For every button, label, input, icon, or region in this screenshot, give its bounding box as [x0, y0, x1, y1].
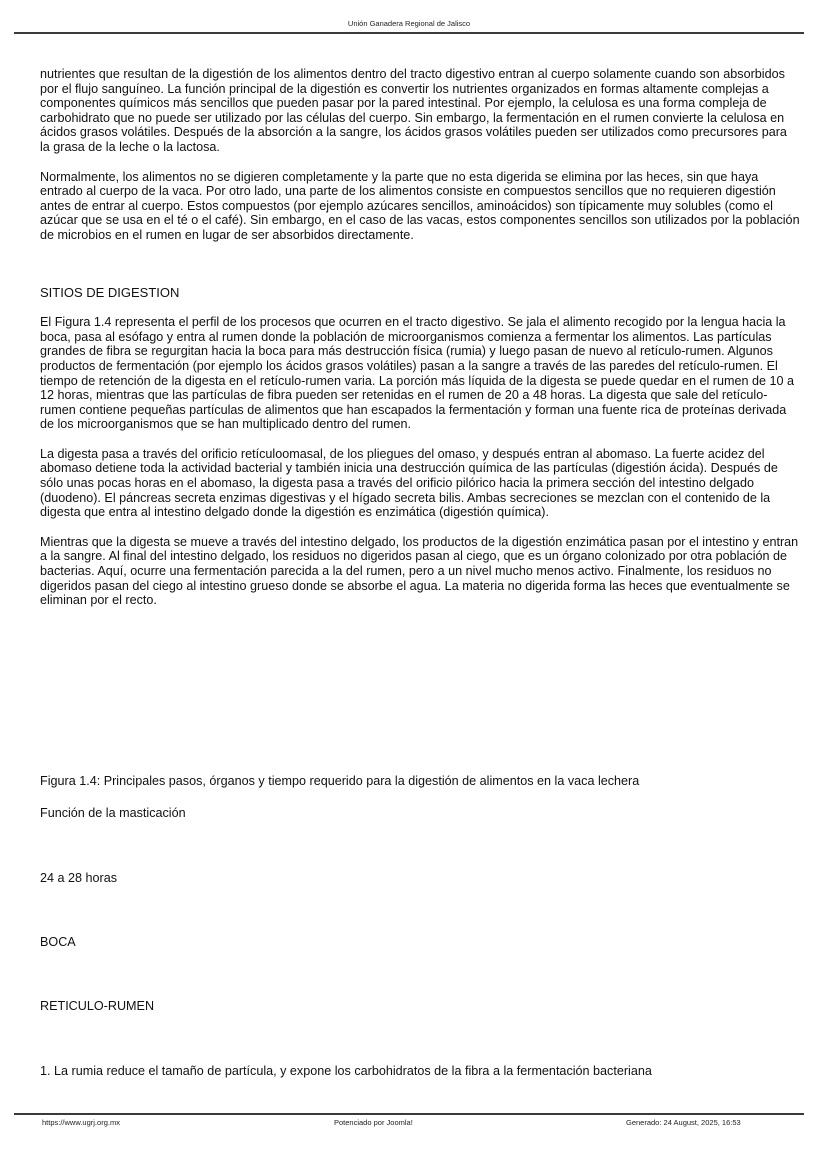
paragraph: La digesta pasa a través del orificio retículoomasal, de los pliegues del omaso, y después entran al abomaso. La fuerte acidez del abomaso detiene toda la actividad bacterial y también inicia una destrucción química de las partículas (digestión ácida). Después de sólo unas pocas horas en el abomaso, la digesta pasa a través del orificio pilórico hacia la primera sección del intestino delgado (duodeno). El páncreas secreta enzimas digestivas y el hígado secreta bilis. Ambas secreciones se mezclan con el contenido de la digesta que entra al intestino delgado donde la digestión es enzimática (digestión química).: [40, 446, 778, 520]
header-divider: [14, 32, 804, 34]
page-header: [14, 0, 804, 34]
figure-caption: Figura 1.4: Principales pasos, órganos y tiempo requerido para la digestión de alimentos en la vaca lechera: [40, 774, 640, 788]
paragraph: Mientras que la digesta se mueve a través del intestino delgado, los productos de la digestión enzimática pasan por el intestino y entran a la sangre. Al final del intestino delgado, los residuos no digeridos pasan al ciego, que es un órgano colonizado por otra población de bacterias. Aquí, ocurre una fermentación parecida a la del rumen, pero a un nivel mucho menos activo. Finalmente, los residuos no digeridos pasan del ciego al intestino grueso donde se absorbe el agua. La materia no digerida forma las heces que eventualmente se eliminan por el recto.: [40, 534, 799, 608]
figure-label: Función de la masticación: [40, 806, 186, 820]
figure-label: 24 a 28 horas: [40, 871, 118, 885]
paragraph: El Figura 1.4 representa el perfil de los procesos que ocurren en el tracto digestivo. Se jala el alimento recogido por la lengua hacia la boca, pasa al esófago y entra al rumen donde la población de microorganismos comienza a fermentar los alimentos. Las partículas grandes de fibra se regurgitan hacia la boca para más destrucción física (rumia) y luego pasan de nuevo al retículo-rumen. Algunos productos de fermentación (por ejemplo los ácidos grasos volátiles) pasan a la sangre a través de las paredes del retículo-rumen. El tiempo de retención de la digesta en el retículo-rumen varia. La porción más líquida de la digesta se puede quedar en el rumen de 10 a 12 horas, mientras que las partículas de fibra pueden ser retenidas en el rumen de 20 a 48 horas. La digesta que sale del retículo-rumen contiene pequeñas partículas de alimentos que han escapados la fermentación y forman una fuente rica de proteínas derivada de los microorganismos que se han multiplicado dentro del rumen.: [40, 315, 795, 432]
figure-label: BOCA: [40, 935, 76, 949]
footer-generated-timestamp: Generado: 24 August, 2025, 16:53: [626, 1118, 741, 1127]
paragraph: nutrientes que resultan de la digestión de los alimentos dentro del tracto digestivo entran al cuerpo solamente cuando son absorbidos por el flujo sanguíneo. La función principal de la digestión es convertir los nutrientes organizados en formas altamente complejas a componentes químicos más sencillos que pueden pasar por la pared intestinal. Por ejemplo, la celulosa es una forma compleja de carbohidrato que no puede ser utilizado por las células del cuerpo. Sin embargo, la fermentación en el rumen convierte la celulosa en ácidos grasos volátiles. Después de la absorción a la sangre, los ácidos grasos volátiles pueden ser utilizados como precursores para la grasa de la leche o la lactosa.: [40, 67, 787, 154]
article-body: [40, 67, 800, 623]
section-heading: SITIOS DE DIGESTION: [40, 284, 180, 300]
figure-label: 1. La rumia reduce el tamaño de partícula, y expone los carbohidratos de la fibra a la fermentación bacteriana: [40, 1064, 652, 1078]
site-title: Unión Ganadera Regional de Jalisco: [347, 19, 471, 28]
footer-powered-by: Potenciado por Joomla!: [334, 1118, 413, 1127]
footer-divider: [14, 1113, 804, 1115]
figure-label: RETICULO-RUMEN: [40, 999, 155, 1013]
paragraph: Normalmente, los alimentos no se digieren completamente y la parte que no esta digerida se elimina por las heces, sin que haya entrado al cuerpo de la vaca. Por otro lado, una parte de los alimentos consiste en compuestos sencillos que no requieren digestión antes de entrar al cuerpo. Estos compuestos (por ejemplo azúcares sencillos, aminoácidos) son típicamente muy solubles (como el azúcar que se usa en el té o el café). Sin embargo, en el caso de las vacas, estos componentes sencillos son utilizados por la población de microbios en el rumen en lugar de ser absorbidos directamente.: [40, 169, 800, 242]
page-footer: [0, 1116, 828, 1130]
footer-url-link[interactable]: https://www.ugrj.org.mx: [42, 1118, 120, 1127]
